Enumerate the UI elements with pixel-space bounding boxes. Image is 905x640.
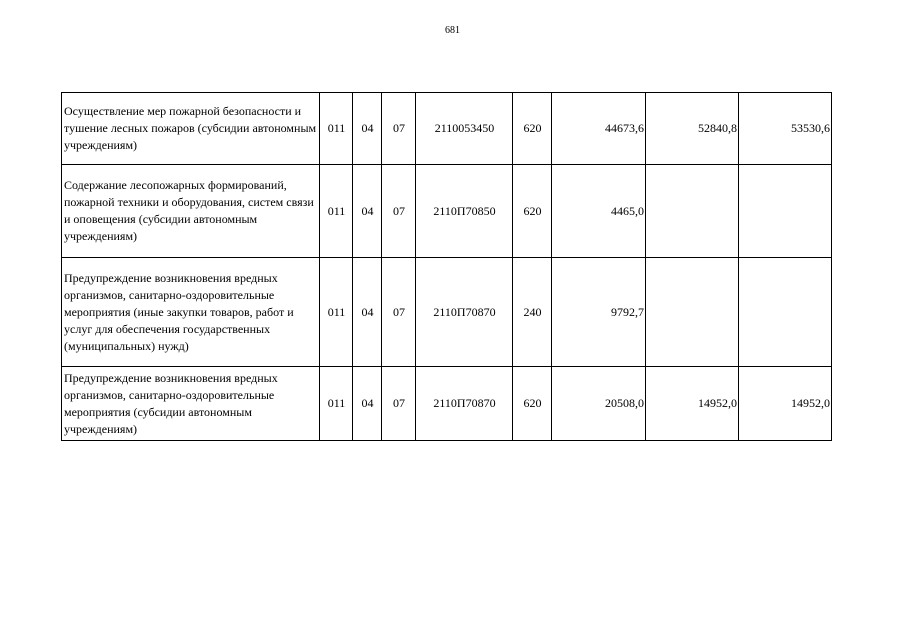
subsection-code-cell: 07: [382, 165, 416, 258]
amount-year1-cell: 9792,7: [552, 258, 646, 367]
amount-year2-cell: 14952,0: [646, 367, 739, 441]
amount-year1-cell: 4465,0: [552, 165, 646, 258]
table-row: [62, 258, 832, 367]
amount-year3-cell: 14952,0: [739, 367, 832, 441]
target-article-cell: 2110053450: [416, 93, 513, 165]
budget-table: [61, 92, 832, 441]
expense-type-cell: 620: [513, 367, 552, 441]
ministry-code-cell: 011: [320, 165, 353, 258]
subsection-code-cell: 07: [382, 258, 416, 367]
expense-type-cell: 620: [513, 93, 552, 165]
amount-year1-cell: 20508,0: [552, 367, 646, 441]
amount-year3-cell: [739, 165, 832, 258]
target-article-cell: 2110П70870: [416, 367, 513, 441]
expense-name-cell: Предупреждение возникновения вредных организмов, санитарно-оздоровительные мероприятия (иные закупки товаров, работ и услуг для обеспечения государственных (муниципальных) нужд): [62, 258, 320, 367]
target-article-cell: 2110П70870: [416, 258, 513, 367]
amount-year1-cell: 44673,6: [552, 93, 646, 165]
table-row: [62, 367, 832, 441]
section-code-cell: 04: [353, 367, 382, 441]
amount-year3-cell: 53530,6: [739, 93, 832, 165]
expense-name-cell: Осуществление мер пожарной безопасности и тушение лесных пожаров (субсидии автономным учреждениям): [62, 93, 320, 165]
subsection-code-cell: 07: [382, 93, 416, 165]
target-article-cell: 2110П70850: [416, 165, 513, 258]
section-code-cell: 04: [353, 165, 382, 258]
page-number: 681: [445, 25, 460, 36]
amount-year3-cell: [739, 258, 832, 367]
section-code-cell: 04: [353, 258, 382, 367]
expense-type-cell: 240: [513, 258, 552, 367]
expense-name-cell: Содержание лесопожарных формирований, пожарной техники и оборудования, систем связи и оповещения (субсидии автономным учреждениям): [62, 165, 320, 258]
amount-year2-cell: 52840,8: [646, 93, 739, 165]
subsection-code-cell: 07: [382, 367, 416, 441]
ministry-code-cell: 011: [320, 367, 353, 441]
expense-name-cell: Предупреждение возникновения вредных организмов, санитарно-оздоровительные мероприятия (субсидии автономным учреждениям): [62, 367, 320, 441]
amount-year2-cell: [646, 258, 739, 367]
table-row: [62, 93, 832, 165]
expense-type-cell: 620: [513, 165, 552, 258]
section-code-cell: 04: [353, 93, 382, 165]
ministry-code-cell: 011: [320, 258, 353, 367]
amount-year2-cell: [646, 165, 739, 258]
table-row: [62, 165, 832, 258]
ministry-code-cell: 011: [320, 93, 353, 165]
